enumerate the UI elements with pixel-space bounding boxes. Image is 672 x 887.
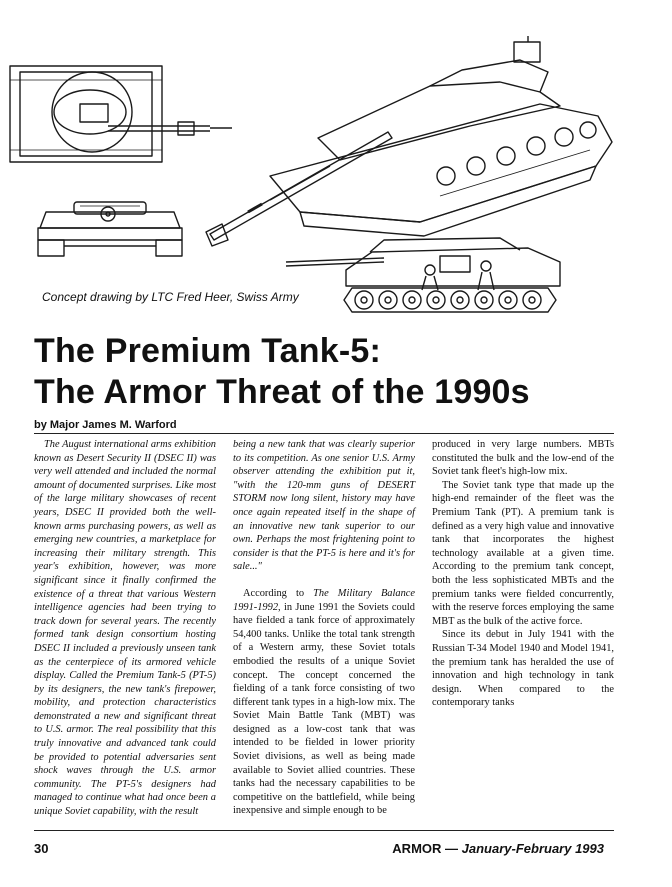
article-column-1 <box>34 438 216 819</box>
tank-concept-drawing <box>0 0 672 320</box>
article-title <box>34 331 530 413</box>
paragraph-2-continued: produced in very large numbers. MBTs constituted the bulk and the low-end of the Soviet tank fleet's high-low mix. <box>432 439 614 478</box>
page-number: 30 <box>34 841 49 856</box>
title-line-2: The Armor Threat of the 1990s <box>34 373 530 411</box>
title-line-1: The Premium Tank-5: <box>34 332 382 370</box>
top-rule <box>34 433 614 434</box>
article-column-3 <box>432 438 614 710</box>
drawing-caption: Concept drawing by LTC Fred Heer, Swiss Army <box>42 290 299 304</box>
tank-perspective-view <box>206 36 612 246</box>
publication-footer <box>392 841 604 856</box>
article-column-2 <box>233 438 415 818</box>
paragraph-2 <box>233 587 415 818</box>
tank-top-view <box>10 66 232 162</box>
paragraph-4: Since its debut in July 1941 with the Russian T-34 Model 1940 and Model 1941, the premium tank has heralded the use of innovation and high technology in tank design. When compared to the contemporary tanks <box>432 629 614 709</box>
issue-date: January-February 1993 <box>461 841 604 856</box>
intro-paragraph-continued: being a new tank that was clearly superior to its competition. As one senior U.S. Army observer attending the exhibition put it, "with the 120-mm guns of DESERT STORM now long silent, history may have once again repeated itself in the shape of an innovative new tank superior to our own. Perhaps the most frightening point to consider is that the PT-5 is here and it's for sale..." <box>233 439 415 573</box>
paragraph-2-lead: According to <box>243 587 314 599</box>
tank-front-view <box>38 202 182 256</box>
paragraph-3: The Soviet tank type that made up the high-end remainder of the fleet was the Premium Tank (PT). A premium tank is defined as a very high value and innovative tank that incorporates the highest technology available at a given time. According to the premium tank concept, both the less sophisticated MBTs and the premium tanks were fielded concurrently, with the reserve forces employing the same MBT as the bulk of the active force. <box>432 479 614 627</box>
publication-name: ARMOR — <box>392 841 459 856</box>
reference-title: The Military Balance 1991-1992 <box>233 587 415 613</box>
tank-side-view <box>286 238 560 312</box>
intro-paragraph: The August international arms exhibition known as Desert Security II (DSEC II) was very well attended and included the normal amount of documented surprises. Like most of the large military showcases of recent years, DSEC II provided both the well-known arms purchasing powers, as well as emerging new countries, a marketplace for increasing their military strength. This year's exhibition, however, was more significant since it finally confirmed the existence of a threat that various Western intelligence agencies had been trying to track down for several years. The recently formed tank design consortium hosting DSEC II included a previously unseen tank as the centerpiece of its armored vehicle display. Called the Premium Tank-5 (PT-5) by its designers, the new tank's firepower, mobility, and protection characteristics demonstrated a new and significant threat to U.S. armor. The real possibility that this truly innovative and advanced tank could be provided to potential adversaries sent shock waves through the U.S. armor community. The PT-5's designers had managed to continue what had once been a unique Soviet capability, with the result <box>34 439 216 818</box>
paragraph-2-body: , in June 1991 the Soviets could have fielded a tank force of approximately 54,400 tanks. Unlike the total tank strength of a Western army, these Soviet totals embodied the results of a unique Soviet concept. The concept concerned the fielding of a tank force consisting of two different tank types in a high-low mix. The Soviet Main Battle Tank (MBT) was designed as a low-cost tank that was intended to be fielded in lower priority Soviet divisions, as well as being made available to Soviet allied countries. These tanks had the necessary capabilities to be competitive on the battlefield, while being inexpensive and simple enough to be <box>233 601 415 817</box>
author-byline: by Major James M. Warford <box>34 419 177 431</box>
bottom-rule <box>34 830 614 831</box>
